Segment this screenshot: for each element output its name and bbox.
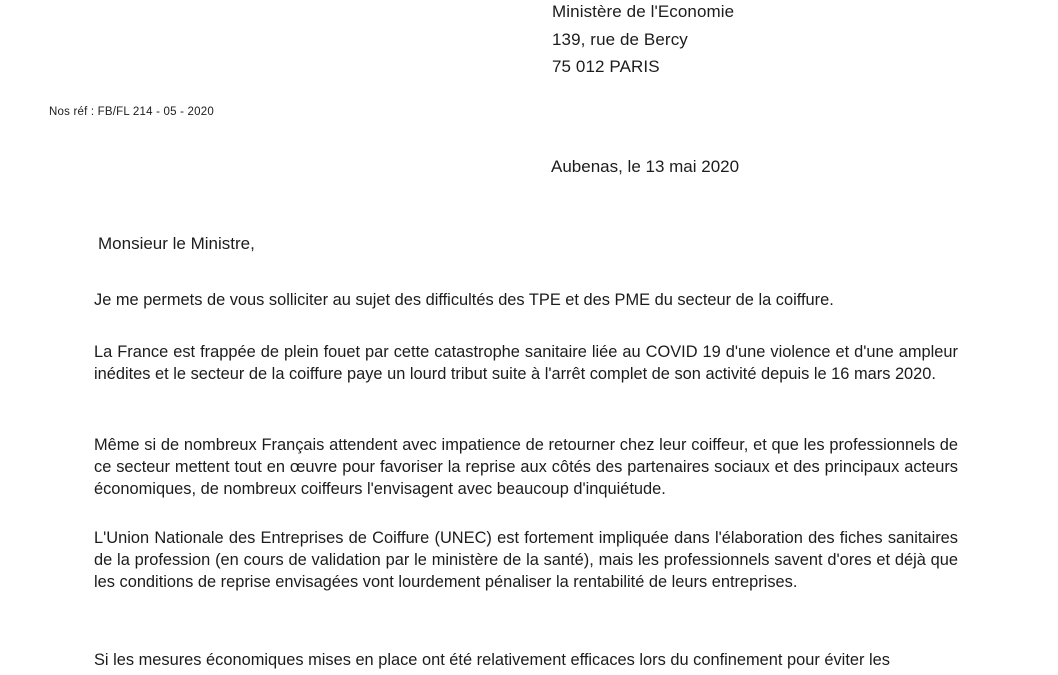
body-paragraph-5: Si les mesures économiques mises en place ont été relativement efficaces lors du confinement pour éviter les <box>94 651 890 669</box>
recipient-line-street: 139, rue de Bercy <box>552 30 688 49</box>
body-paragraph-4: L'Union Nationale des Entreprises de Coiffure (UNEC) est fortement impliquée dans l'élaboration des fiches sanitaires de la profession (en cours de validation par le ministère de la santé), mais les professionnels savent d'ores et déjà que les conditions de reprise envisagées vont lourdement pénaliser la rentabilité de leurs entreprises. <box>94 529 958 591</box>
body-paragraph-2: La France est frappée de plein fouet par cette catastrophe sanitaire liée au COVID 19 d'une violence et d'une ampleur inédites et le secteur de la coiffure paye un lourd tribut suite à l'arrêt complet de son activité depuis le 16 mars 2020. <box>94 343 958 383</box>
body-paragraph-3: Même si de nombreux Français attendent avec impatience de retourner chez leur coiffeur, et que les professionnels de ce secteur mettent tout en œuvre pour favoriser la reprise aux côtés des partenaires sociaux et des principaux acteurs économiques, de nombreux coiffeurs l'envisagent avec beaucoup d'inquiétude. <box>94 436 958 498</box>
recipient-line-city: 75 012 PARIS <box>552 57 660 76</box>
recipient-line-ministry: Ministère de l'Economie <box>552 2 735 21</box>
salutation: Monsieur le Ministre, <box>98 234 255 253</box>
body-paragraph-1: Je me permets de vous solliciter au sujet des difficultés des TPE et des PME du secteur de la coiffure. <box>94 291 834 309</box>
place-and-date: Aubenas, le 13 mai 2020 <box>551 157 740 176</box>
reference-number: Nos réf : FB/FL 214 - 05 - 2020 <box>49 106 214 118</box>
